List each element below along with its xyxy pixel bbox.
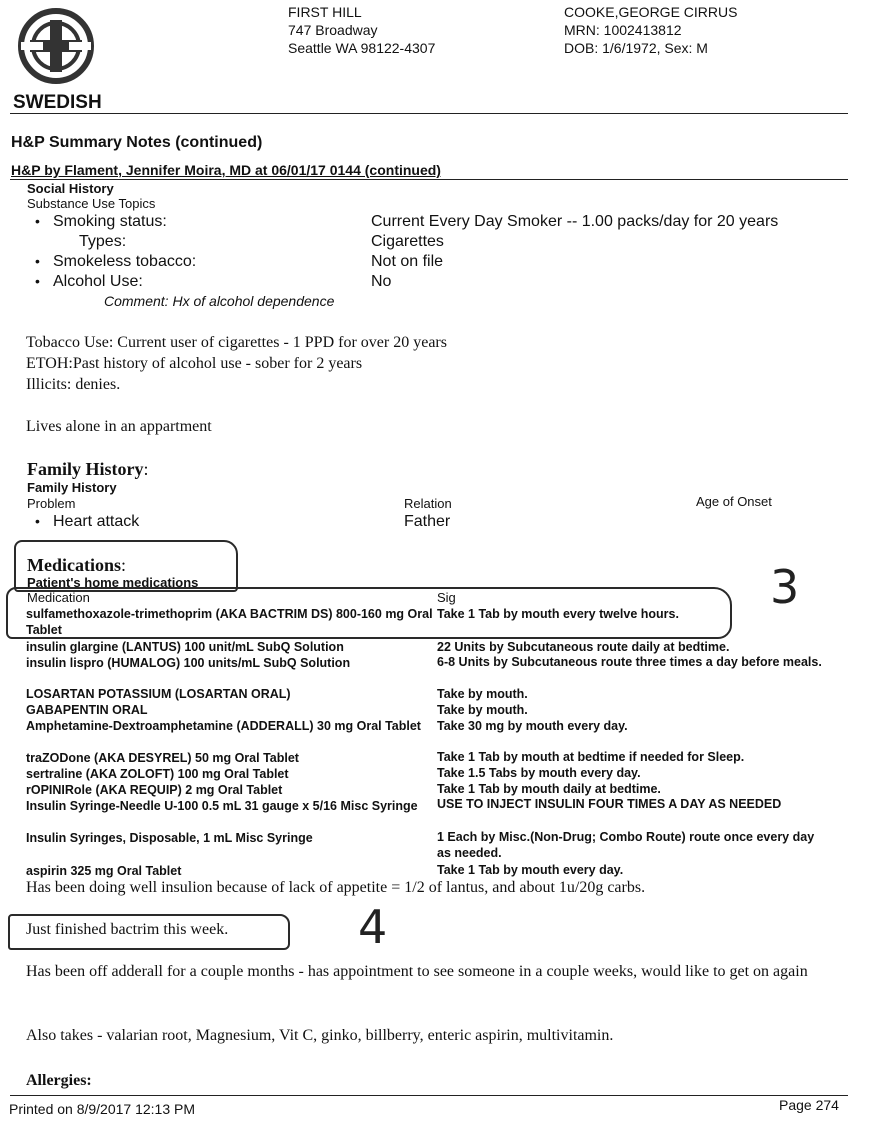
bullet: • (35, 213, 40, 229)
patient-mrn: MRN: 1002413812 (564, 22, 682, 38)
med-name: traZODone (AKA DESYREL) 50 mg Oral Tablet (26, 751, 299, 765)
med-sig: Take 30 mg by mouth every day. (437, 719, 628, 733)
alcohol-label: Alcohol Use: (53, 273, 143, 290)
social-history-heading: Social History (27, 181, 114, 196)
med-name: rOPINIRole (AKA REQUIP) 2 mg Oral Tablet (26, 783, 283, 797)
handwritten-mark-3: 3 (770, 560, 800, 614)
med-name: Insulin Syringes, Disposable, 1 mL Misc Syringe (26, 831, 313, 845)
etoh-note: ETOH:Past history of alcohol use - sober for 2 years (26, 355, 363, 372)
med-sig: Take 1 Tab by mouth every twelve hours. (437, 607, 679, 621)
smokeless-value: Not on file (371, 253, 444, 270)
types-label: Types: (79, 233, 127, 250)
med-sig: Take 1 Tab by mouth at bedtime if needed for Sleep. (437, 750, 745, 764)
family-relation: Father (404, 513, 451, 530)
col-problem: Problem (27, 496, 76, 511)
med-sig: Take 1 Tab by mouth every day. (437, 863, 624, 877)
med-sig: Take 1.5 Tabs by mouth every day. (437, 766, 641, 780)
facility-line-2: 747 Broadway (288, 22, 378, 38)
family-problem: Heart attack (53, 513, 140, 530)
illicits-note: Illicits: denies. (26, 376, 121, 393)
med-sig: Take by mouth. (437, 687, 528, 701)
bullet: • (35, 253, 40, 269)
insulin-note: Has been doing well insulion because of lack of appetite = 1/2 of lantus, and about 1u/20g carbs. (26, 879, 646, 896)
med-sig: 6-8 Units by Subcutaneous route three times a day before meals. (437, 655, 822, 669)
facility-line-1: FIRST HILL (288, 4, 362, 20)
patient-dob: DOB: 1/6/1972, Sex: M (564, 40, 708, 56)
page-title: H&P Summary Notes (continued) (11, 134, 263, 151)
patient-name: COOKE,GEORGE CIRRUS (564, 4, 738, 20)
living-note: Lives alone in an appartment (26, 418, 212, 435)
med-sig: USE TO INJECT INSULIN FOUR TIMES A DAY AS NEEDED (437, 797, 782, 811)
medications-heading: Medications: (27, 555, 127, 575)
med-sig: 1 Each by Misc.(Non-Drug; Combo Route) route once every day as needed. (437, 830, 815, 860)
med-name: sertraline (AKA ZOLOFT) 100 mg Oral Tablet (26, 767, 289, 781)
family-history-subheading: Family History (27, 480, 117, 495)
header-rule (10, 113, 848, 114)
supplements-note: Also takes - valarian root, Magnesium, Vit C, ginko, billberry, enteric aspirin, multivitamin. (26, 1027, 614, 1044)
med-sig: Take by mouth. (437, 703, 528, 717)
types-value: Cigarettes (371, 233, 444, 250)
logo-text: SWEDISH (13, 92, 102, 113)
adderall-note: Has been off adderall for a couple months - has appointment to see someone in a couple weeks, would like to get on again (26, 963, 808, 980)
swedish-logo-icon (16, 6, 96, 86)
smoking-status-label: Smoking status: (53, 213, 167, 230)
alcohol-comment: Comment: Hx of alcohol dependence (104, 293, 335, 309)
med-sig: Take 1 Tab by mouth daily at bedtime. (437, 782, 661, 796)
handwritten-mark-4: 4 (358, 900, 388, 954)
home-medications-subheading: Patient's home medications (27, 575, 199, 590)
col-relation: Relation (404, 496, 452, 511)
bullet: • (35, 273, 40, 289)
smokeless-label: Smokeless tobacco: (53, 253, 197, 270)
bullet: • (35, 513, 40, 529)
col-sig: Sig (437, 590, 456, 605)
subtitle-rule (10, 179, 848, 180)
tobacco-note: Tobacco Use: Current user of cigarettes - 1 PPD for over 20 years (26, 334, 447, 351)
page-number: Page 274 (779, 1097, 839, 1113)
alcohol-value: No (371, 273, 392, 290)
facility-line-3: Seattle WA 98122-4307 (288, 40, 436, 56)
allergies-heading: Allergies: (26, 1072, 92, 1089)
med-name: aspirin 325 mg Oral Tablet (26, 864, 182, 878)
med-name: Amphetamine-Dextroamphetamine (ADDERALL) 30 mg Oral Tablet (26, 719, 421, 733)
substance-use-heading: Substance Use Topics (27, 196, 156, 211)
med-sig: 22 Units by Subcutaneous route daily at bedtime. (437, 640, 730, 654)
col-age-of-onset: Age of Onset (696, 494, 772, 509)
footer-rule (10, 1095, 848, 1096)
smoking-status-value: Current Every Day Smoker -- 1.00 packs/day for 20 years (371, 213, 779, 230)
med-name: insulin lispro (HUMALOG) 100 units/mL SubQ Solution (26, 656, 351, 670)
family-history-heading: Family History: (27, 459, 149, 479)
med-name: Insulin Syringe-Needle U-100 0.5 mL 31 gauge x 5/16 Misc Syringe (26, 799, 418, 813)
printed-on: Printed on 8/9/2017 12:13 PM (9, 1101, 196, 1117)
note-subtitle: H&P by Flament, Jennifer Moira, MD at 06/01/17 0144 (continued) (11, 162, 441, 178)
col-medication: Medication (27, 590, 90, 605)
med-name: insulin glargine (LANTUS) 100 unit/mL SubQ Solution (26, 640, 344, 654)
bactrim-note: Just finished bactrim this week. (26, 921, 229, 938)
med-name: LOSARTAN POTASSIUM (LOSARTAN ORAL) (26, 687, 291, 701)
med-name: GABAPENTIN ORAL (26, 703, 148, 717)
med-name: sulfamethoxazole-trimethoprim (AKA BACTRIM DS) 800-160 mg Oral Tablet (26, 607, 433, 637)
